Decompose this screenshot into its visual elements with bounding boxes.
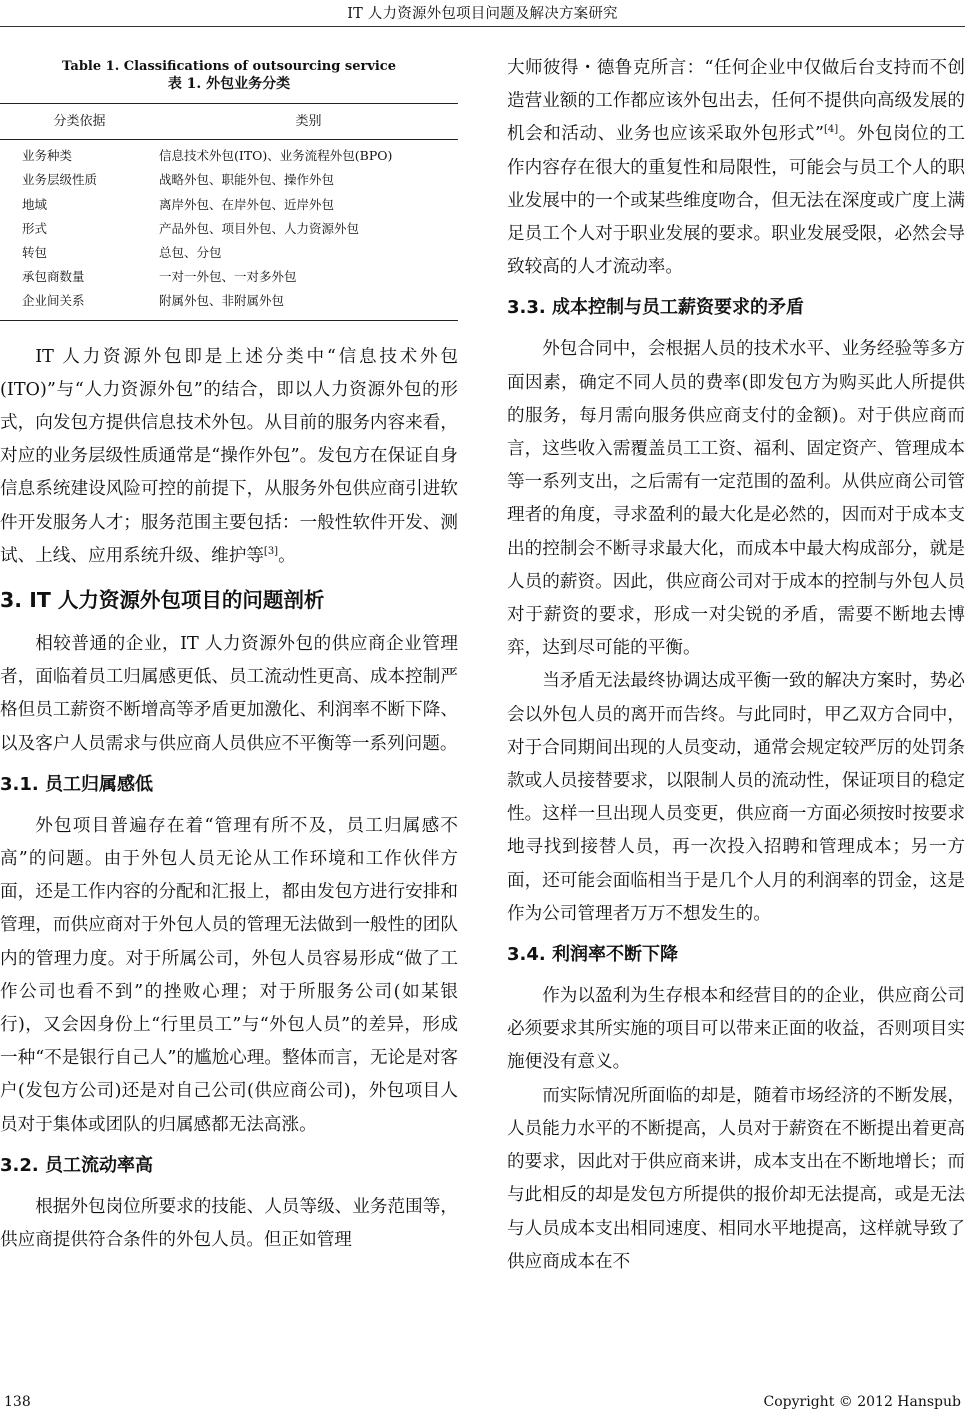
table-row [0, 193, 458, 217]
table-cell: 离岸外包、在岸外包、近岸外包 [159, 196, 335, 212]
table-cell: 地域 [22, 196, 48, 212]
paragraph: 当矛盾无法最终协调达成平衡一致的解决方案时，势必会以外包人员的离开而告终。与此同时，甲乙双方合同中，对于合同期间出现的人员变动，通常会规定较严厉的处罚条款或人员接替要求，以限制人员的流动性，保证项目的稳定性。这样一旦出现人员变更，供应商一方面必须按时按要求地寻找到接替人员，再一次投入招聘和管理成本；另一方面，还可能会面临相当于是几个人月的利润率的罚金，这是作为公司管理者万万不想发生的。 [507, 671, 965, 924]
table-row [0, 241, 458, 265]
paragraph-text: IT 人力资源外包即是上述分类中“信息技术外包(ITO)”与“人力资源外包”的结合，即以人力资源外包的形式，向发包方提供信息技术外包。从目前的服务内容来看，对应的业务层级性质通常是“操作外包”。发包方在保证自身信息系统建设风险可控的前提下，从服务外包供应商引进软件开发服务人才；服务范围主要包括：一般性软件开发、测试、上线、应用系统升级、维护等 [0, 346, 458, 566]
citation-ref: [3] [263, 545, 279, 557]
paragraph: 根据外包岗位所要求的技能、人员等级、业务范围等，供应商提供符合条件的外包人员。但正如管理 [0, 1196, 458, 1250]
table-cell: 业务层级性质 [22, 172, 98, 188]
paragraph: 外包项目普遍存在着“管理有所不及，员工归属感不高”的问题。由于外包人员无论从工作环境和工作伙伴方面，还是工作内容的分配和汇报上，都由发包方进行安排和管理，而供应商对于外包人员的管理无法做到一般性的团队内的管理力度。对于所属公司，外包人员容易形成“做了工作公司也看不到”的挫败心理；对于所服务公司(如某银行)，又会因身份上“行里员工”与“外包人员”的差异，形成一种“不是银行自己人”的尴尬心理。整体而言，无论是对客户(发包方公司)还是对自己公司(供应商公司)，外包项目人员对于集体或团队的归属感都无法高涨。 [0, 815, 458, 1135]
table-cell: 企业间关系 [0, 289, 159, 320]
paragraph: 而实际情况所面临的却是，随着市场经济的不断发展，人员能力水平的不断提高，人员对于薪资在不断提出着更高的要求，因此对于供应商来讲，成本支出在不断地增长；而与此相反的却是发包方所提供的报价却无法提高，或是无法与人员成本支出相同速度、相同水平地提高，这样就导致了供应商成本在不 [507, 1085, 965, 1272]
table-cell: 一对一外包、一对多外包 [159, 269, 297, 285]
paragraph-end: 。 [278, 545, 296, 566]
table-row [0, 168, 458, 192]
paragraph [507, 52, 965, 284]
left-column [0, 52, 458, 1257]
table-cell: 产品外包、项目外包、人力资源外包 [159, 220, 360, 236]
header-rule [0, 26, 965, 27]
table-cell: 转包 [22, 245, 48, 261]
page-number: 138 [4, 1394, 31, 1410]
table-cell: 承包商数量 [22, 269, 85, 285]
subsection-heading: 3.1. 员工归属感低 [0, 773, 153, 795]
table-caption-zh: 表 1. 外包业务分类 [167, 76, 291, 92]
table-header-category: 类别 [159, 104, 458, 140]
table-cell: 战略外包、职能外包、操作外包 [159, 172, 335, 188]
table-cell: 总包、分包 [159, 245, 222, 261]
paragraph-text: 。外包岗位的工作内容存在很大的重复性和局限性，可能会与员工个人的职业发展中的一个或某些维度吻合，但无法在深度或广度上满足员工个人对于职业发展的要求。职业发展受限，必然会导致较高的人才流动率。 [507, 124, 965, 278]
table-row [0, 289, 458, 320]
table-row [0, 265, 458, 289]
table-cell: 形式 [22, 220, 48, 236]
subsection-heading: 3.4. 利润率不断下降 [507, 944, 678, 966]
right-column [507, 52, 965, 1279]
running-head: IT 人力资源外包项目问题及解决方案研究 [347, 6, 618, 22]
subsection-heading: 3.2. 员工流动率高 [0, 1154, 153, 1176]
paragraph: 相较普通的企业，IT 人力资源外包的供应商企业管理者，面临着员工归属感更低、员工流动性更高、成本控制严格但员工薪资不断增高等矛盾更加激化、利润率不断下降、以及客户人员需求与供应商人员供应不平衡等一系列问题。 [0, 633, 458, 754]
citation-ref: [4] [824, 124, 839, 136]
section-heading: 3. IT 人力资源外包项目的问题剖析 [0, 587, 325, 612]
paragraph: 外包合同中，会根据人员的技术水平、业务经验等多方面因素，确定不同人员的费率(即发包方为购买此人所提供的服务，每月需向服务供应商支付的金额)。对于供应商而言，这些收入需覆盖员工工资、福利、固定资产、管理成本等一系列支出，之后需有一定范围的盈利。从供应商公司管理者的角度，寻求盈利的最大化是必然的，因而对于成本支出的控制会不断寻求最大化，而成本中最大构成部分，就是人员的薪资。因此，供应商公司对于成本的控制与外包人员对于薪资的要求，形成一对尖锐的矛盾，需要不断地去博弈，达到尽可能的平衡。 [507, 339, 965, 659]
table-caption-en: Table 1. Classifications of outsourcing service [61, 59, 396, 74]
table-row [0, 217, 458, 241]
paragraph [0, 341, 458, 573]
classification-table [0, 103, 458, 321]
table-cell: 附属外包、非附属外包 [159, 289, 458, 320]
paragraph-text: 大师彼得・德鲁克所言：“任何企业中仅做后台支持而不创造营业额的工作都应该外包出去，任何不提供向高级发展的机会和活动、业务也应该采取外包形式” [507, 58, 965, 145]
table-1 [0, 58, 458, 321]
paragraph: 作为以盈利为生存根本和经营目的的企业，供应商公司必须要求其所实施的项目可以带来正面的收益，否则项目实施便没有意义。 [507, 986, 965, 1073]
copyright-notice: Copyright © 2012 Hanspub [763, 1394, 961, 1410]
table-cell: 业务种类 [22, 148, 73, 164]
table-header-basis: 分类依据 [0, 104, 159, 140]
table-row [0, 140, 458, 169]
subsection-heading: 3.3. 成本控制与员工薪资要求的矛盾 [507, 297, 804, 319]
table-cell: 信息技术外包(ITO)、业务流程外包(BPO) [159, 148, 393, 164]
